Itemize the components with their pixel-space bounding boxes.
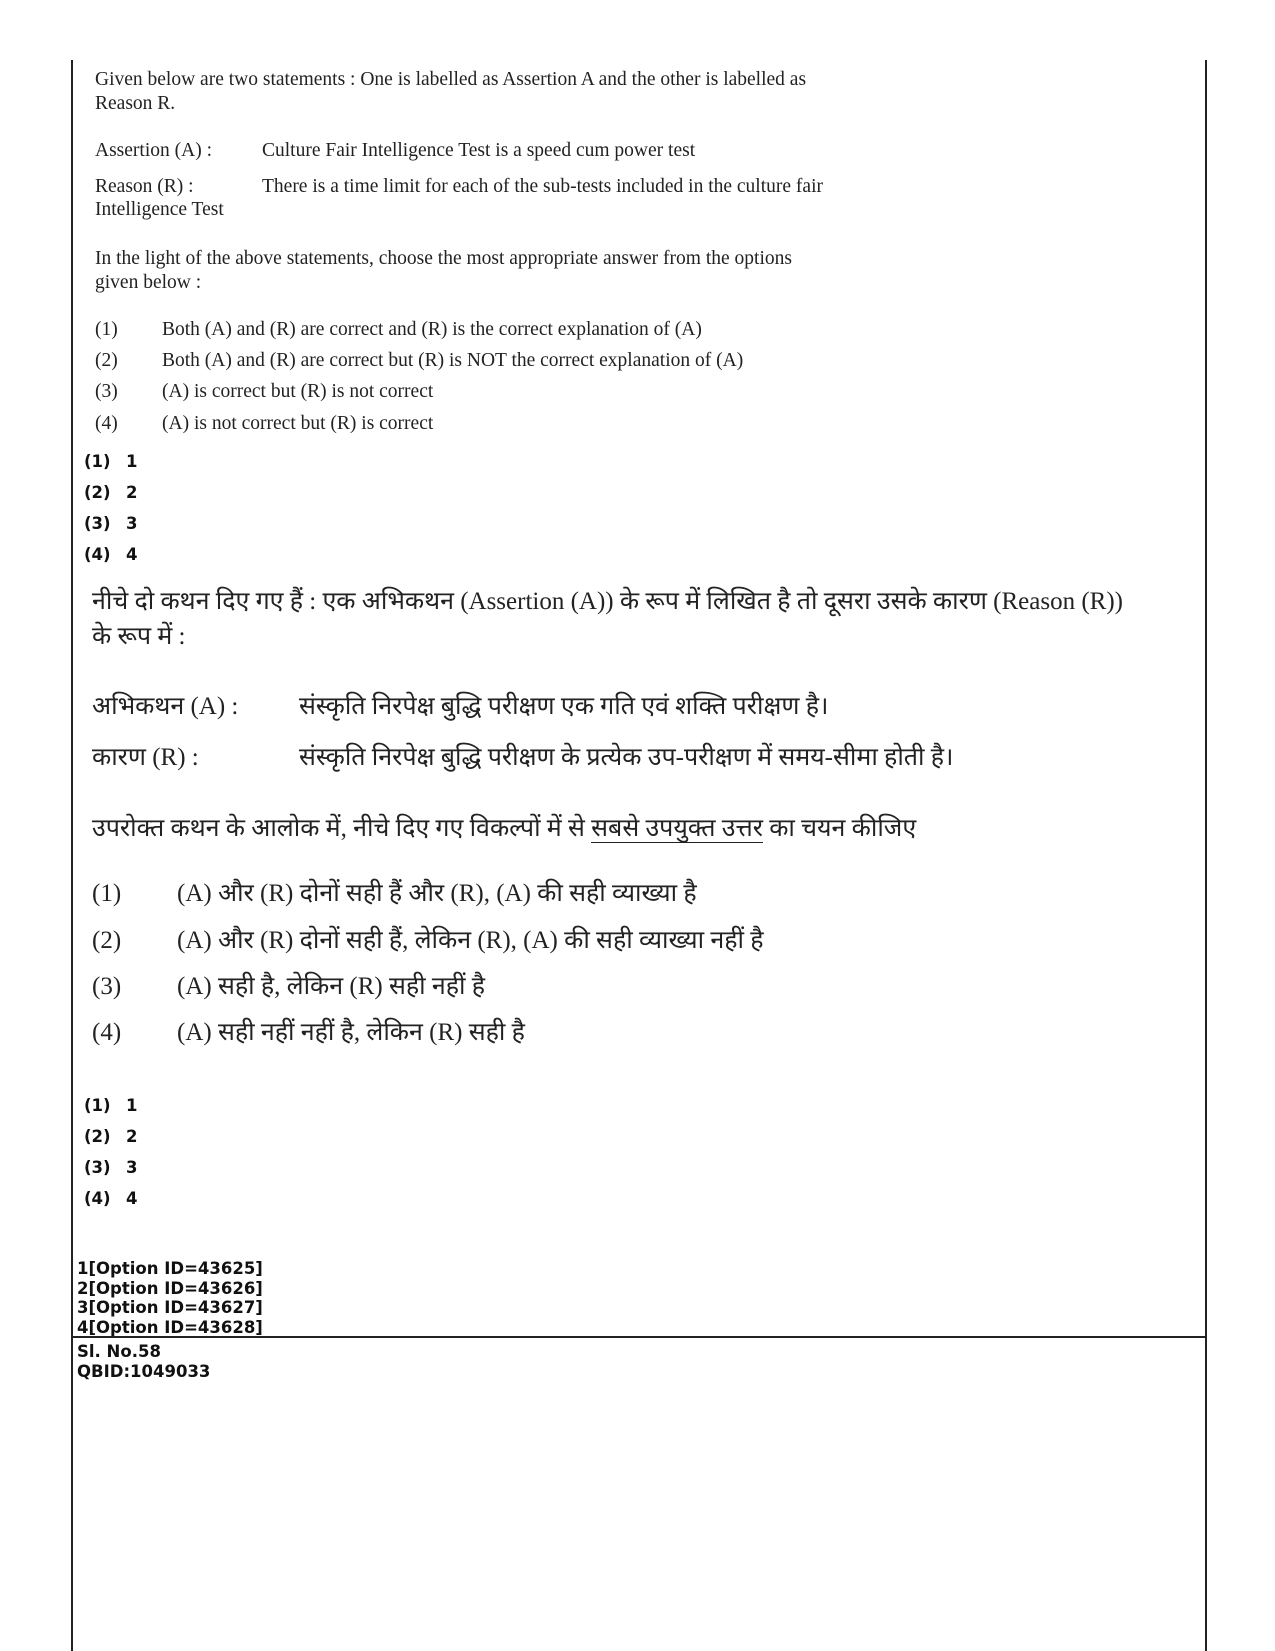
answer-value: 4 bbox=[126, 545, 138, 564]
option-number: (1) bbox=[92, 880, 122, 907]
option-text: (A) और (R) दोनों सही हैं, लेकिन (R), (A) की सही व्याख्या नहीं है bbox=[177, 927, 764, 954]
answer-value: 3 bbox=[126, 514, 138, 533]
english-intro-line2: Reason R. bbox=[95, 93, 176, 114]
option-text: (A) is not correct but (R) is correct bbox=[162, 413, 434, 434]
answer-choice-4 bbox=[84, 545, 137, 565]
option-id: 1[Option ID=43625] bbox=[77, 1259, 263, 1278]
hindi-reason-label: कारण (R) : bbox=[92, 744, 199, 771]
hindi-assertion bbox=[92, 690, 828, 724]
option-number: (4) bbox=[92, 1019, 122, 1046]
left-border bbox=[71, 60, 73, 1651]
hindi-reason bbox=[92, 741, 954, 775]
option-text: (A) सही है, लेकिन (R) सही नहीं है bbox=[177, 973, 486, 1000]
instruction-line1: In the light of the above statements, choose the most appropriate answer from the options bbox=[95, 248, 792, 269]
answer-value: 2 bbox=[126, 483, 138, 502]
answer-number: (4) bbox=[84, 1189, 111, 1208]
option-number: (4) bbox=[95, 413, 118, 434]
hindi-option-4 bbox=[92, 1016, 525, 1050]
option-number: (2) bbox=[95, 350, 118, 371]
hindi-reason-text: संस्कृति निरपेक्ष बुद्धि परीक्षण के प्रत्येक उप-परीक्षण में समय-सीमा होती है। bbox=[299, 744, 954, 771]
hindi-option-2 bbox=[92, 924, 764, 958]
english-instruction bbox=[95, 247, 965, 295]
reason-text-line2: Intelligence Test bbox=[95, 199, 224, 220]
answer-choice-4 bbox=[84, 1189, 137, 1209]
answer-number: (1) bbox=[84, 1096, 111, 1115]
hindi-option-1 bbox=[92, 877, 697, 911]
answer-choice-1 bbox=[84, 452, 137, 472]
option-id: 2[Option ID=43626] bbox=[77, 1278, 263, 1298]
hindi-instruction bbox=[92, 812, 916, 846]
hindi-option-3 bbox=[92, 970, 485, 1004]
question-divider bbox=[71, 1336, 1207, 1338]
answer-choice-3 bbox=[84, 514, 137, 534]
option-text: (A) is correct but (R) is not correct bbox=[162, 381, 434, 402]
option-text: (A) सही नहीं नहीं है, लेकिन (R) सही है bbox=[177, 1019, 525, 1046]
qbid: QBID:1049033 bbox=[77, 1361, 211, 1381]
answer-value: 2 bbox=[126, 1127, 138, 1146]
option-number: (2) bbox=[92, 927, 122, 954]
hindi-assertion-label: अभिकथन (A) : bbox=[92, 693, 239, 720]
answer-value: 1 bbox=[126, 1096, 138, 1115]
hindi-instruction-pre: उपरोक्त कथन के आलोक में, नीचे दिए गए विकल्पों में से bbox=[92, 815, 592, 842]
reason-text-line1: There is a time limit for each of the sub-tests included in the culture fair bbox=[262, 176, 823, 197]
hindi-instruction-post: का चयन कीजिए bbox=[762, 815, 917, 842]
english-option-4 bbox=[95, 412, 433, 436]
answer-choice-3 bbox=[84, 1158, 137, 1178]
answer-choice-1 bbox=[84, 1096, 137, 1116]
english-intro bbox=[95, 68, 965, 116]
answer-choice-2 bbox=[84, 483, 137, 503]
option-text: Both (A) and (R) are correct and (R) is the correct explanation of (A) bbox=[162, 319, 702, 340]
english-option-2 bbox=[95, 349, 743, 373]
answer-number: (2) bbox=[84, 483, 111, 502]
right-border bbox=[1205, 60, 1207, 1651]
hindi-instruction-underlined: सबसे उपयुक्त उत्तर bbox=[591, 815, 763, 842]
option-id: 3[Option ID=43627] bbox=[77, 1298, 263, 1317]
english-option-1 bbox=[95, 318, 702, 342]
assertion-label: Assertion (A) : bbox=[95, 140, 212, 161]
option-id: 4[Option ID=43628] bbox=[77, 1317, 263, 1337]
hindi-intro-line1: नीचे दो कथन दिए गए हैं : एक अभिकथन (Assertion (A)) के रूप में लिखित है तो दूसरा उसके कारण (Reason (R)) bbox=[92, 588, 1123, 615]
option-text: Both (A) and (R) are correct but (R) is NOT the correct explanation of (A) bbox=[162, 350, 744, 371]
answer-choice-2 bbox=[84, 1127, 137, 1147]
answer-number: (2) bbox=[84, 1127, 111, 1146]
english-intro-line1: Given below are two statements : One is labelled as Assertion A and the other is labelled as bbox=[95, 69, 807, 90]
hindi-assertion-text: संस्कृति निरपेक्ष बुद्धि परीक्षण एक गति एवं शक्ति परीक्षण है। bbox=[299, 693, 829, 720]
english-option-3 bbox=[95, 380, 433, 404]
option-number: (3) bbox=[92, 973, 122, 1000]
option-id-list bbox=[77, 1259, 263, 1337]
next-question-header bbox=[77, 1342, 210, 1381]
answer-value: 4 bbox=[126, 1189, 138, 1208]
serial-number: Sl. No.58 bbox=[77, 1342, 161, 1361]
option-number: (3) bbox=[95, 381, 118, 402]
answer-number: (4) bbox=[84, 545, 111, 564]
english-reason-cont bbox=[95, 198, 224, 222]
option-number: (1) bbox=[95, 319, 118, 340]
answer-value: 1 bbox=[126, 452, 138, 471]
hindi-intro-line2: के रूप में : bbox=[92, 623, 186, 650]
answer-value: 3 bbox=[126, 1158, 138, 1177]
answer-number: (1) bbox=[84, 452, 111, 471]
reason-label: Reason (R) : bbox=[95, 176, 194, 197]
english-reason bbox=[95, 175, 823, 199]
answer-number: (3) bbox=[84, 1158, 111, 1177]
assertion-text: Culture Fair Intelligence Test is a speed cum power test bbox=[262, 140, 696, 161]
option-text: (A) और (R) दोनों सही हैं और (R), (A) की सही व्याख्या है bbox=[177, 880, 697, 907]
instruction-line2: given below : bbox=[95, 272, 202, 293]
english-assertion bbox=[95, 139, 695, 163]
answer-number: (3) bbox=[84, 514, 111, 533]
